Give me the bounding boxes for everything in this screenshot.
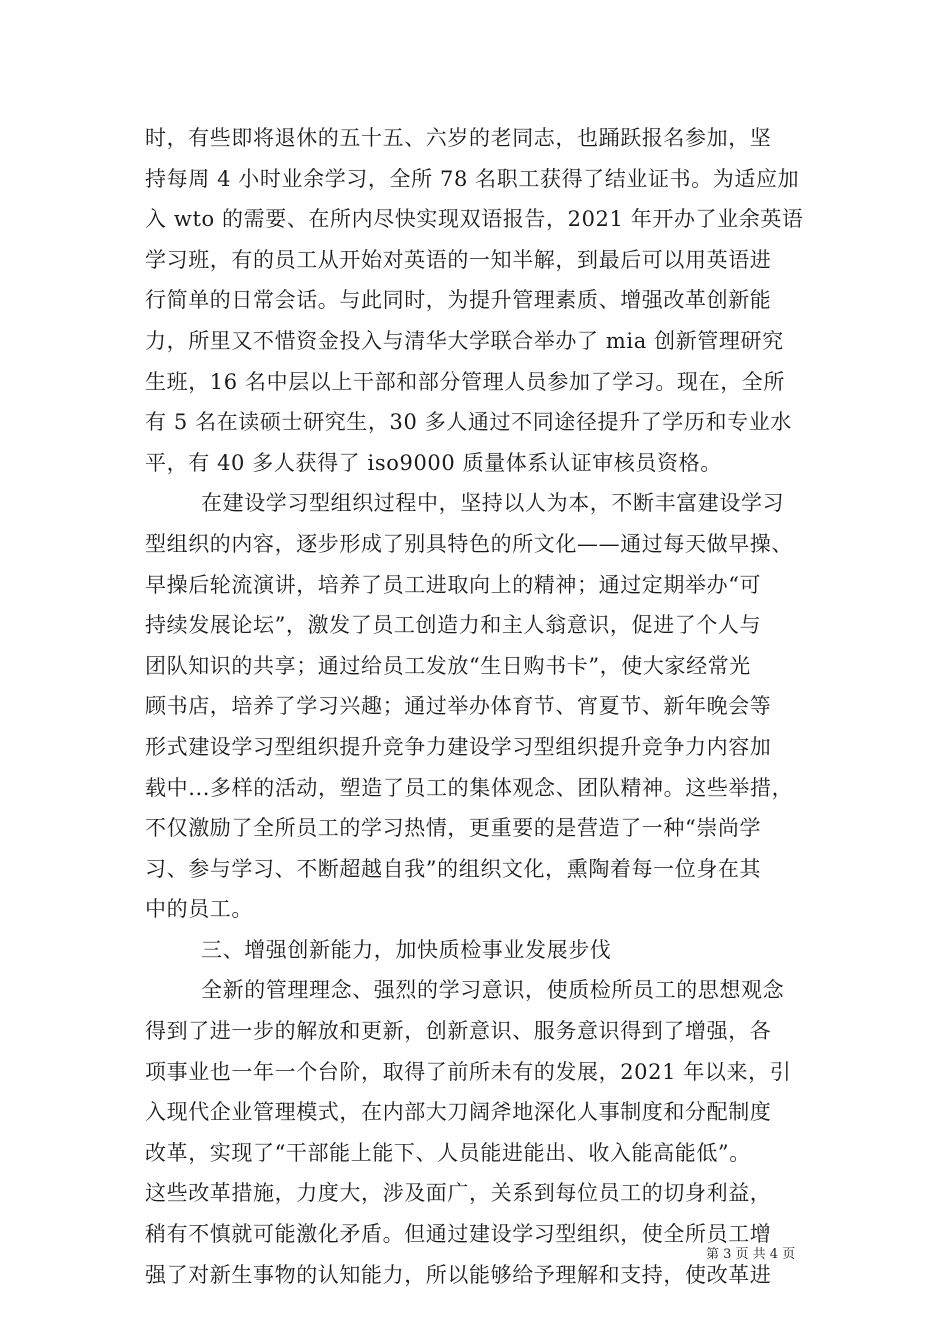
text-line: 生班，16 名中层以上干部和部分管理人员参加了学习。现在，全所 [145, 369, 785, 394]
text-line: 稍有不慎就可能激化矛盾。但通过建设学习型组织，使全所员工增 [145, 1222, 772, 1247]
text-line: 持每周 4 小时业余学习，全所 78 名职工获得了结业证书。为适应加 [145, 166, 800, 191]
text-line: 改革，实现了“干部能上能下、人员能进能出、收入能高能低”。 [145, 1140, 751, 1165]
text-line: 不仅激励了全所员工的学习热情，更重要的是营造了一种“崇尚学 [145, 816, 762, 841]
text-line: 形式建设学习型组织提升竞争力建设学习型组织提升竞争力内容加 [145, 734, 772, 759]
page-number-footer: 第 3 页 共 4 页 [706, 1247, 796, 1262]
text-line: 学习班，有的员工从开始对英语的一知半解，到最后可以用英语进 [145, 247, 772, 272]
text-line: 型组织的内容，逐步形成了别具特色的所文化——通过每天做早操、 [145, 531, 793, 556]
text-line: 载中...多样的活动，塑造了员工的集体观念、团队精神。这些举措， [145, 775, 794, 800]
text-line: 项事业也一年一个台阶，取得了前所未有的发展，2021 年以来，引 [145, 1059, 792, 1084]
paragraph-start-line: 全新的管理理念、强烈的学习意识，使质检所员工的思想观念 [201, 978, 785, 1003]
text-line: 有 5 名在读硕士研究生，30 多人通过不同途径提升了学历和专业水 [145, 410, 792, 435]
text-line: 早操后轮流演讲，培养了员工进取向上的精神；通过定期举办“可 [145, 572, 762, 597]
text-line: 行简单的日常会话。与此同时，为提升管理素质、增强改革创新能 [145, 288, 772, 313]
text-line: 平，有 40 多人获得了 iso9000 质量体系认证审核员资格。 [145, 450, 722, 475]
text-line: 入 wto 的需要、在所内尽快实现双语报告，2021 年开办了业余英语 [145, 207, 804, 232]
paragraph-start-line: 在建设学习型组织过程中，坚持以人为本，不断丰富建设学习 [201, 491, 785, 516]
text-line: 持续发展论坛”，激发了员工创造力和主人翁意识，促进了个人与 [145, 613, 762, 638]
text-line: 团队知识的共享；通过给员工发放“生日购书卡”，使大家经常光 [145, 653, 751, 678]
text-line: 入现代企业管理模式，在内部大刀阔斧地深化人事制度和分配制度 [145, 1100, 772, 1125]
section-heading: 三、增强创新能力，加快质检事业发展步伐 [201, 937, 612, 962]
text-line: 力，所里又不惜资金投入与清华大学联合举办了 mia 创新管理研究 [145, 328, 784, 353]
text-line: 顾书店，培养了学习兴趣；通过举办体育节、宵夏节、新年晚会等 [145, 694, 772, 719]
text-line: 中的员工。 [145, 897, 253, 922]
text-line: 这些改革措施，力度大，涉及面广，关系到每位员工的切身利益， [145, 1181, 772, 1206]
text-line: 时，有些即将退休的五十五、六岁的老同志，也踊跃报名参加，坚 [145, 126, 772, 150]
text-line: 习、参与学习、不断超越自我”的组织文化，熏陶着每一位身在其 [145, 856, 762, 881]
text-line: 强了对新生事物的认知能力，所以能够给予理解和支持，使改革进 [145, 1262, 772, 1287]
document-body [145, 118, 807, 1295]
text-line: 得到了进一步的解放和更新，创新意识、服务意识得到了增强，各 [145, 1019, 772, 1044]
